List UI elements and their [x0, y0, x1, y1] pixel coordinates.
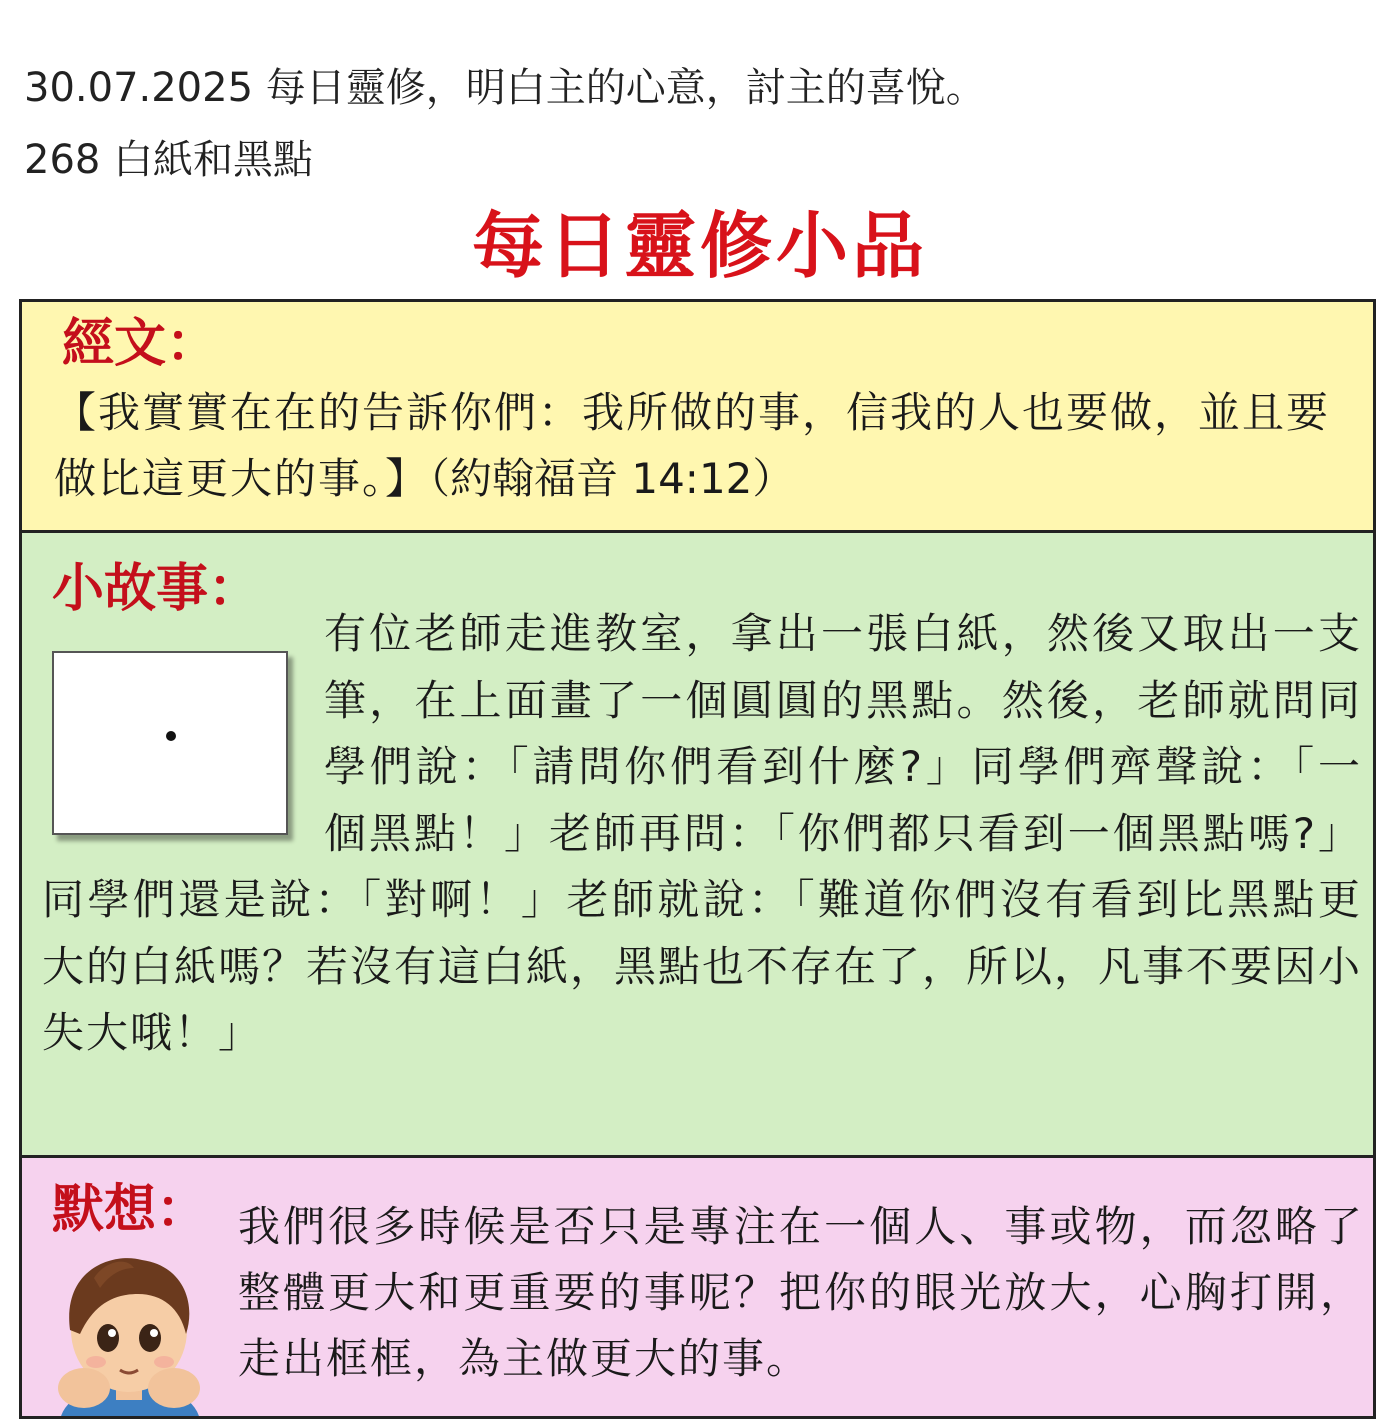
devotional-card — [19, 299, 1376, 1419]
thinking-boy-illustration — [34, 1238, 224, 1419]
white-paper-illustration — [52, 651, 288, 835]
meditation-section — [22, 1158, 1373, 1419]
scripture-verse — [54, 380, 1364, 512]
verse-text: 【我實實在在的告訴你們：我所做的事，信我的人也要做，並且要做比這更大的事。】 — [54, 388, 1331, 503]
scripture-section — [22, 302, 1373, 533]
story-section — [22, 533, 1373, 1158]
episode-title: 268 白紙和黑點 — [24, 137, 314, 183]
story-text: 有位老師走進教室，拿出一張白紙，然後又取出一支筆，在上面畫了一個圓圓的黑點。然後，老師就問同學們說：「請問你們看到什麼?」同學們齊聲說：「一個黑點！」老師再問：「你們都只看到一個黑點嗎?」同學們還是說：「對啊！」老師就說：「難道你們沒有看到比黑點更大的白紙嗎？若沒有這白紙，黑點也不存在了，所以，凡事不要因小失大哦！」 — [42, 609, 1363, 1057]
meditation-text: 我們很多時候是否只是專注在一個人、事或物，而忽略了整體更大和更重要的事呢？把你的眼光放大，心胸打開，走出框框，為主做更大的事。 — [238, 1202, 1364, 1383]
page-title: 每日靈修小品 — [471, 204, 928, 288]
scripture-heading: 經文： — [62, 314, 219, 374]
verse-reference: （約翰福音 14:12） — [429, 454, 795, 503]
black-dot — [166, 731, 176, 741]
meditation-heading: 默想： — [52, 1180, 209, 1240]
story-heading: 小故事： — [52, 559, 261, 619]
date-heading: 30.07.2025 每日靈修，明白主的心意，討主的喜悅。 — [24, 65, 986, 111]
